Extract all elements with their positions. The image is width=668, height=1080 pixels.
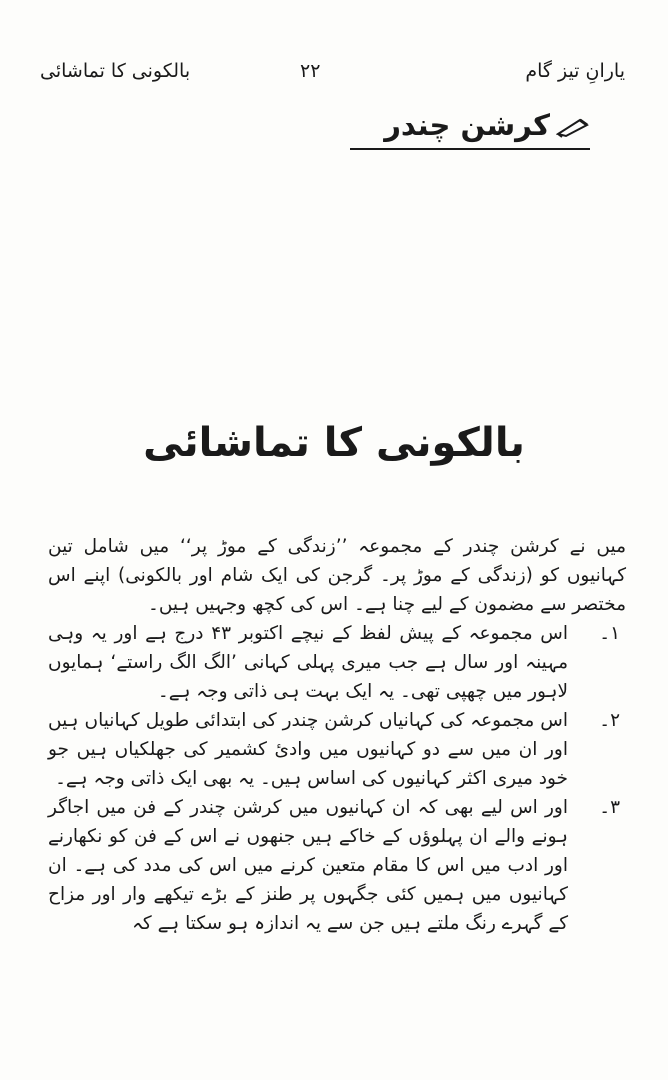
pen-icon xyxy=(556,116,590,138)
author-name: کرشن چندر xyxy=(384,108,550,142)
book-title: یارانِ تیز گام xyxy=(525,60,625,82)
item-number: ۳۔ xyxy=(599,797,620,818)
item-number: ۱۔ xyxy=(599,623,620,644)
item-text: اور اس لیے بھی کہ ان کہانیوں میں کرشن چندر کے فن میں اجاگر ہونے والے ان پہلوؤں کے خاکے ہیں جنھوں نے اس کے فن کو نکھارنے اور ادب میں اس کا مقام متعین کرنے میں اس کی مدد کی ہے۔ ان کہانیوں میں ہمیں کئی جگہوں پر طنز کے بڑے تیکھے وار اور مزاح کے گہرے رنگ ملتے ہیں جن سے یہ اندازہ ہو سکتا ہے کہ xyxy=(48,797,568,934)
list-item xyxy=(48,706,626,793)
item-text: اس مجموعہ کی کہانیاں کرشن چندر کی ابتدائی طویل کہانیاں ہیں اور ان میں سے دو کہانیوں میں وادئ کشمیر کی جھلکیاں ہیں جو خود میری اکثر کہانیوں کی اساس ہیں۔ یہ بھی ایک ذاتی وجہ ہے۔ xyxy=(48,710,568,789)
chapter-title-running: بالکونی کا تماشائی xyxy=(40,60,191,82)
author-underline xyxy=(350,148,590,150)
list-item xyxy=(48,793,626,938)
article-body xyxy=(48,532,626,938)
item-text: اس مجموعہ کے پیش لفظ کے نیچے اکتوبر ۴۳ درج ہے اور یہ وہی مہینہ اور سال ہے جب میری پہلی کہانی ’الگ الگ راستے‘ ہمایوں لاہور میں چھپی تھی۔ یہ ایک بہت ہی ذاتی وجہ ہے۔ xyxy=(48,623,569,702)
intro-paragraph: میں نے کرشن چندر کے مجموعہ ’’زندگی کے موڑ پر‘‘ میں شامل تین کہانیوں کو (زندگی کے موڑ پر۔ گرجن کی ایک شام اور بالکونی) اپنے اس مختصر سے مضمون کے لیے چنا ہے۔ اس کی کچھ وجہیں ہیں۔ xyxy=(48,536,626,615)
author-heading xyxy=(350,108,590,152)
page-number: ۲۲ xyxy=(300,60,321,82)
running-head xyxy=(40,60,625,96)
article-title: بالکونی کا تماشائی xyxy=(143,420,525,466)
item-number: ۲۔ xyxy=(599,710,620,731)
list-item xyxy=(48,619,626,706)
